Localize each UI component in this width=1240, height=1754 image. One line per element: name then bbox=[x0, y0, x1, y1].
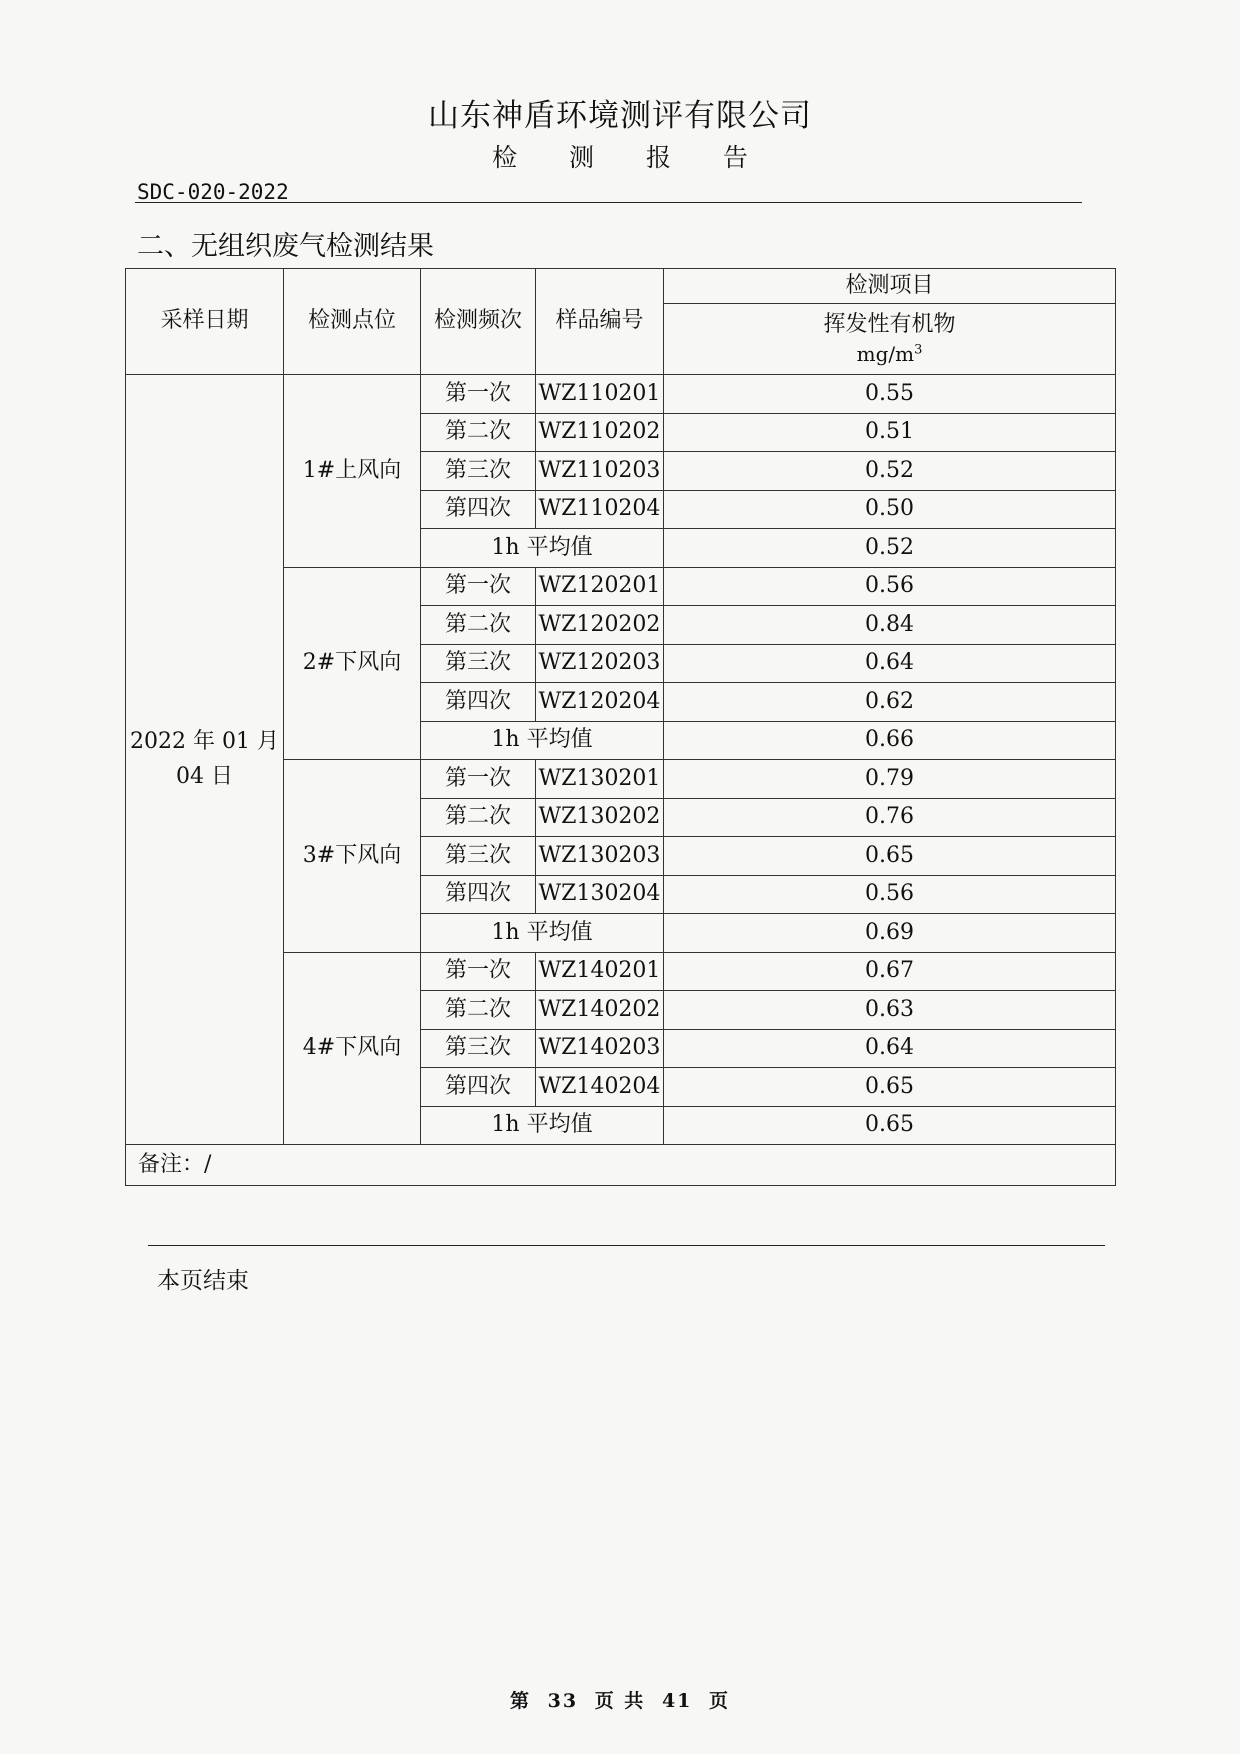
point-cell: 4#下风向 bbox=[284, 952, 421, 1145]
document-code: SDC-020-2022 bbox=[137, 180, 289, 204]
average-value-cell: 0.66 bbox=[664, 721, 1116, 760]
value-cell: 0.67 bbox=[664, 952, 1116, 991]
value-cell: 0.56 bbox=[664, 875, 1116, 914]
report-title: 检 测 报 告 bbox=[492, 143, 770, 172]
point-cell: 3#下风向 bbox=[284, 760, 421, 953]
parameter-unit bbox=[664, 342, 1115, 366]
value-cell: 0.62 bbox=[664, 683, 1116, 722]
value-cell: 0.52 bbox=[664, 452, 1116, 491]
table-row bbox=[126, 375, 1116, 414]
average-value-cell: 0.52 bbox=[664, 529, 1116, 568]
frequency-cell: 第三次 bbox=[421, 837, 536, 876]
frequency-cell: 第四次 bbox=[421, 683, 536, 722]
value-cell: 0.55 bbox=[664, 375, 1116, 414]
table-header-row bbox=[126, 269, 1116, 304]
sample-id-cell: WZ130202 bbox=[536, 798, 664, 837]
value-cell: 0.56 bbox=[664, 567, 1116, 606]
frequency-cell: 第三次 bbox=[421, 644, 536, 683]
unit-base: mg/m bbox=[856, 342, 915, 367]
note-cell: 备注：/ bbox=[126, 1145, 1116, 1186]
unit-superscript: 3 bbox=[914, 342, 923, 358]
results-table bbox=[125, 268, 1116, 1186]
value-cell: 0.65 bbox=[664, 837, 1116, 876]
sample-id-cell: WZ120201 bbox=[536, 567, 664, 606]
value-cell: 0.64 bbox=[664, 1029, 1116, 1068]
sample-id-cell: WZ110201 bbox=[536, 375, 664, 414]
frequency-cell: 第二次 bbox=[421, 413, 536, 452]
header-divider bbox=[135, 202, 1082, 203]
sampling-date-line1: 2022 年 01 月 bbox=[130, 729, 279, 755]
average-label-cell: 1h 平均值 bbox=[421, 529, 664, 568]
value-cell: 0.84 bbox=[664, 606, 1116, 645]
sample-id-cell: WZ110203 bbox=[536, 452, 664, 491]
footer-total-pages: 41 bbox=[661, 1690, 693, 1712]
footer-page-number: 33 bbox=[547, 1690, 579, 1712]
header-sample-id: 样品编号 bbox=[536, 269, 664, 375]
sample-id-cell: WZ120203 bbox=[536, 644, 664, 683]
parameter-name: 挥发性有机物 bbox=[823, 311, 956, 337]
header-parameter bbox=[664, 304, 1116, 375]
average-label-cell: 1h 平均值 bbox=[421, 914, 664, 953]
frequency-cell: 第四次 bbox=[421, 1068, 536, 1107]
frequency-cell: 第一次 bbox=[421, 952, 536, 991]
header-test-item: 检测项目 bbox=[664, 269, 1116, 304]
company-name: 山东神盾环境测评有限公司 bbox=[428, 98, 812, 134]
header-sampling-date: 采样日期 bbox=[126, 269, 284, 375]
frequency-cell: 第四次 bbox=[421, 875, 536, 914]
value-cell: 0.79 bbox=[664, 760, 1116, 799]
section-title: 二、无组织废气检测结果 bbox=[137, 231, 434, 262]
value-cell: 0.63 bbox=[664, 991, 1116, 1030]
sample-id-cell: WZ140203 bbox=[536, 1029, 664, 1068]
value-cell: 0.76 bbox=[664, 798, 1116, 837]
frequency-cell: 第一次 bbox=[421, 375, 536, 414]
footer-prefix: 第 bbox=[509, 1690, 531, 1712]
page-footer bbox=[0, 1686, 1240, 1713]
average-label-cell: 1h 平均值 bbox=[421, 1106, 664, 1145]
frequency-cell: 第四次 bbox=[421, 490, 536, 529]
sample-id-cell: WZ130201 bbox=[536, 760, 664, 799]
point-cell: 2#下风向 bbox=[284, 567, 421, 760]
value-cell: 0.64 bbox=[664, 644, 1116, 683]
sample-id-cell: WZ120204 bbox=[536, 683, 664, 722]
sampling-date-line2: 04 日 bbox=[176, 763, 233, 789]
sample-id-cell: WZ140201 bbox=[536, 952, 664, 991]
note-row bbox=[126, 1145, 1116, 1186]
sample-id-cell: WZ110204 bbox=[536, 490, 664, 529]
sample-id-cell: WZ130203 bbox=[536, 837, 664, 876]
sample-id-cell: WZ130204 bbox=[536, 875, 664, 914]
header-frequency: 检测频次 bbox=[421, 269, 536, 375]
sample-id-cell: WZ140202 bbox=[536, 991, 664, 1030]
average-value-cell: 0.69 bbox=[664, 914, 1116, 953]
sample-id-cell: WZ110202 bbox=[536, 413, 664, 452]
end-divider bbox=[148, 1245, 1105, 1246]
end-of-page-text: 本页结束 bbox=[157, 1268, 249, 1294]
point-cell: 1#上风向 bbox=[284, 375, 421, 568]
frequency-cell: 第三次 bbox=[421, 452, 536, 491]
frequency-cell: 第一次 bbox=[421, 760, 536, 799]
sampling-date-cell bbox=[126, 375, 284, 1145]
sample-id-cell: WZ140204 bbox=[536, 1068, 664, 1107]
frequency-cell: 第一次 bbox=[421, 567, 536, 606]
sample-id-cell: WZ120202 bbox=[536, 606, 664, 645]
frequency-cell: 第三次 bbox=[421, 1029, 536, 1068]
value-cell: 0.65 bbox=[664, 1068, 1116, 1107]
footer-mid: 页 共 bbox=[594, 1690, 646, 1712]
header-point: 检测点位 bbox=[284, 269, 421, 375]
value-cell: 0.50 bbox=[664, 490, 1116, 529]
frequency-cell: 第二次 bbox=[421, 606, 536, 645]
frequency-cell: 第二次 bbox=[421, 991, 536, 1030]
average-value-cell: 0.65 bbox=[664, 1106, 1116, 1145]
footer-suffix: 页 bbox=[709, 1690, 731, 1712]
frequency-cell: 第二次 bbox=[421, 798, 536, 837]
value-cell: 0.51 bbox=[664, 413, 1116, 452]
average-label-cell: 1h 平均值 bbox=[421, 721, 664, 760]
